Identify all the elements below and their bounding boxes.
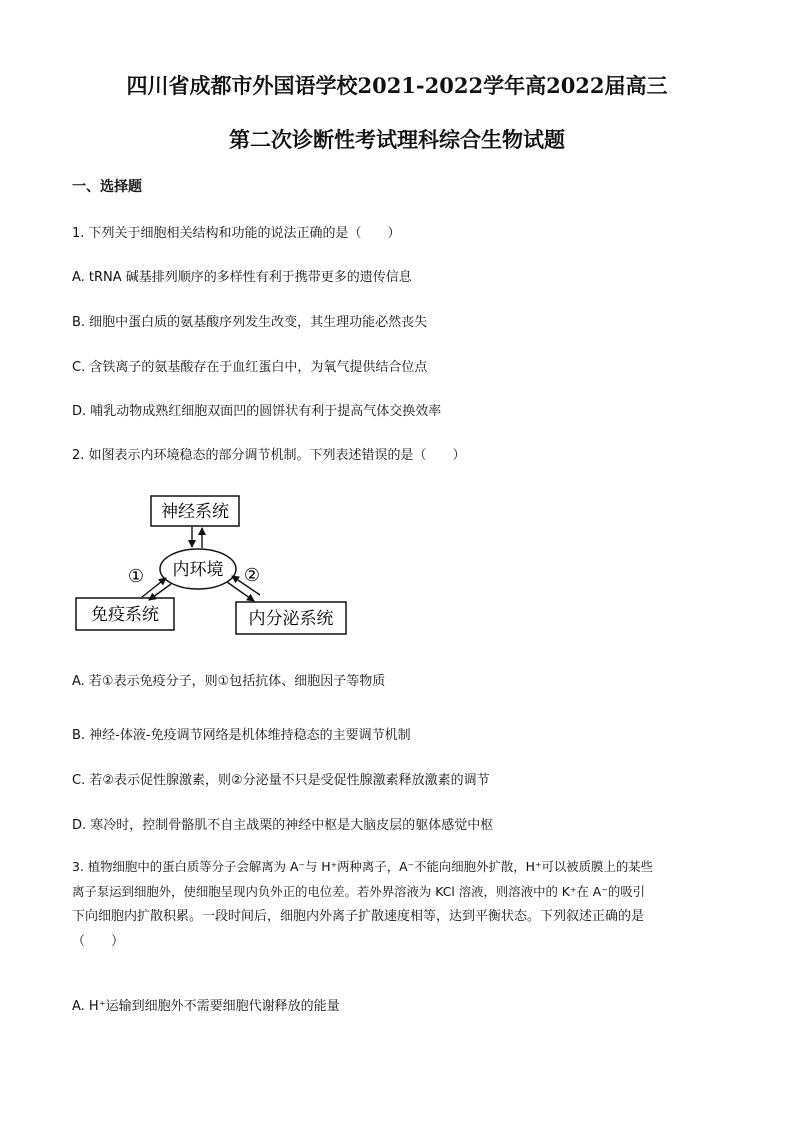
- q3-stem: [72, 854, 732, 954]
- q2-option-d: D. 寒冷时，控制骨骼肌不自主战栗的神经中枢是大脑皮层的躯体感觉中枢: [72, 818, 494, 833]
- endocrine-system-label: 内分泌系统: [248, 609, 334, 629]
- exam-title-line-2: 第二次诊断性考试理科综合生物试题: [229, 127, 565, 152]
- immune-system-label: 免疫系统: [91, 605, 159, 625]
- q1-stem: 1. 下列关于细胞相关结构和功能的说法正确的是（ ）: [72, 226, 401, 241]
- q1-option-c: C. 含铁离子的氨基酸存在于血红蛋白中，为氧气提供结合位点: [72, 360, 428, 375]
- circled-number-2: ②: [243, 565, 261, 586]
- arrow-immune-to-internal: [142, 578, 166, 597]
- q2-stem: 2. 如图表示内环境稳态的部分调节机制。下列表述错误的是（ ）: [72, 448, 466, 463]
- circled-number-1: ①: [127, 566, 145, 587]
- homeostasis-diagram: [72, 490, 362, 640]
- section-heading: 一、选择题: [72, 179, 142, 195]
- q3-stem-line-1: 3. 植物细胞中的蛋白质等分子会解离为 A⁻与 H⁺两种离子，A⁻不能向细胞外扩散，H⁺可以被质膜上的某些: [72, 859, 654, 874]
- q1-option-b: B. 细胞中蛋白质的氨基酸序列发生改变，其生理功能必然丧失: [72, 315, 428, 330]
- q3-stem-line-4: （ ）: [72, 934, 125, 949]
- q2-option-a: A. 若①表示免疫分子，则①包括抗体、细胞因子等物质: [72, 674, 386, 689]
- q1-option-d: D. 哺乳动物成熟红细胞双面凹的圆饼状有利于提高气体交换效率: [72, 404, 442, 419]
- exam-title-line-1: 四川省成都市外国语学校2021-2022学年高2022届高三: [126, 73, 668, 98]
- q3-option-a: A. H⁺运输到细胞外不需要细胞代谢释放的能量: [72, 999, 340, 1014]
- internal-environment-label: 内环境: [172, 560, 224, 580]
- q3-stem-line-2: 离子泵运到细胞外，使细胞呈现内负外正的电位差。若外界溶液为 KCl 溶液，则溶液中的 K⁺在 A⁻的吸引: [72, 884, 645, 899]
- q2-option-c: C. 若②表示促性腺激素，则②分泌量不只是受促性腺激素释放激素的调节: [72, 773, 490, 788]
- q1-option-a: A. tRNA 碱基排列顺序的多样性有利于携带更多的遗传信息: [72, 270, 412, 285]
- q3-stem-line-3: 下向细胞内扩散积累。一段时间后，细胞内外离子扩散速度相等，达到平衡状态。下列叙述正确的是: [72, 909, 645, 924]
- q2-option-b: B. 神经-体液-免疫调节网络是机体维持稳态的主要调节机制: [72, 728, 411, 743]
- nervous-system-label: 神经系统: [161, 502, 229, 522]
